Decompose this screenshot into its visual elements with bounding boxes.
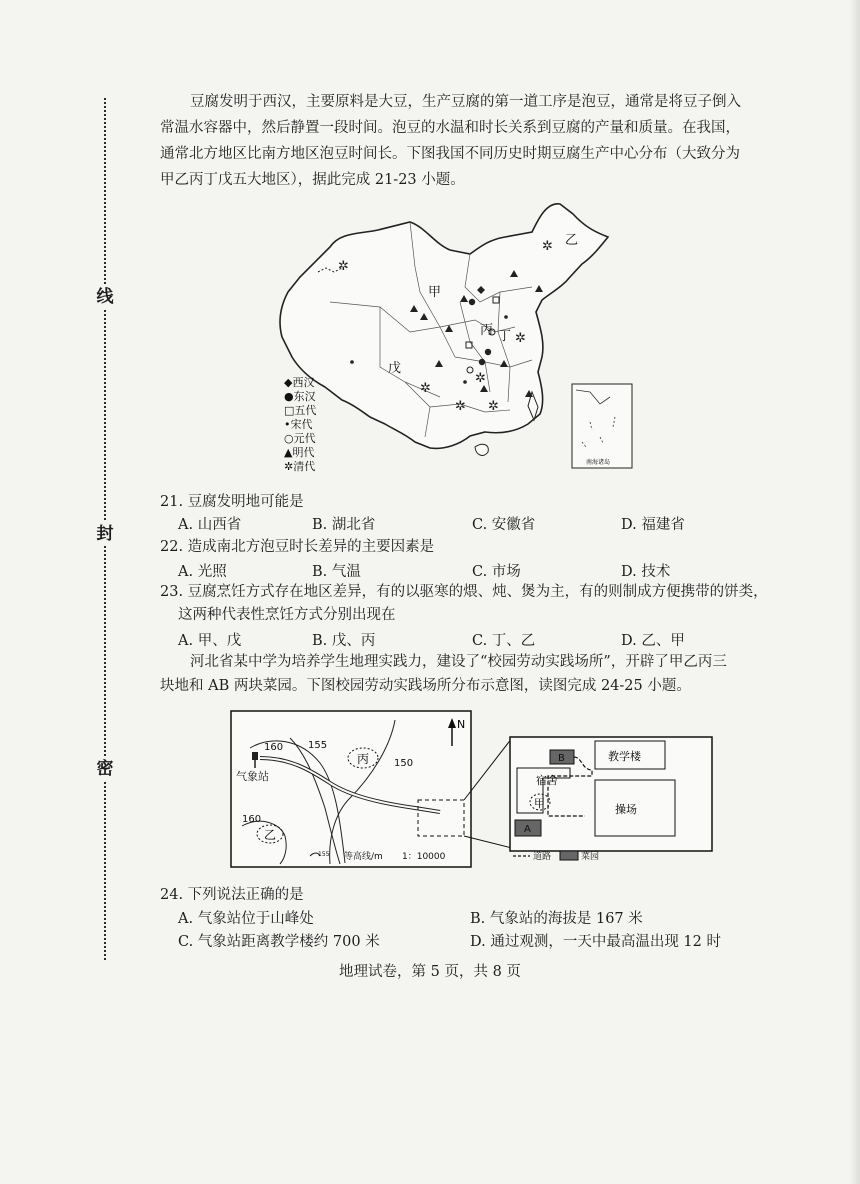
- q23-stem-line-1: 23. 豆腐烹饪方式存在地区差异，有的以驱寒的煨、炖、煲为主，有的则制成方便携带的饼类，: [160, 584, 768, 600]
- q23-option-b[interactable]: B. 戊、丙: [312, 633, 376, 649]
- q24-option-a[interactable]: A. 气象站位于山峰处: [178, 911, 314, 927]
- q21-option-b[interactable]: B. 湖北省: [312, 517, 376, 533]
- intro1-line-4: 甲乙丙丁戊五大地区），据此完成 21-23 小题。: [160, 172, 465, 188]
- map-legend: [284, 376, 316, 473]
- north-label: N: [457, 718, 466, 731]
- contour-label-155: 155: [308, 740, 328, 751]
- plot-bing-label: 丙: [357, 752, 370, 766]
- q23-stem-line-2: 这两种代表性烹饪方式分别出现在: [178, 607, 396, 623]
- marker-qing: ✲: [475, 371, 486, 386]
- q24-option-d[interactable]: D. 通过观测，一天中最高温出现 12 时: [470, 934, 721, 950]
- marker-donghan: [485, 349, 491, 355]
- q22-option-b[interactable]: B. 气温: [312, 564, 361, 580]
- q23-option-a[interactable]: A. 甲、戊: [178, 633, 242, 649]
- road-legend: 道路: [533, 852, 552, 862]
- legend-xihan: ◆西汉: [284, 376, 315, 389]
- building-teaching-label: 教学楼: [608, 750, 641, 763]
- intro1-line-3: 通常北方地区比南方地区泡豆时间长。下图我国不同历史时期豆腐生产中心分布（大致分为: [160, 146, 740, 162]
- q21-option-a[interactable]: A. 山西省: [178, 517, 242, 533]
- binding-mark-mi: 密: [96, 759, 114, 779]
- q21-option-d[interactable]: D. 福建省: [621, 517, 685, 533]
- contour-legend: 等高线/m: [344, 852, 383, 862]
- q23-option-d[interactable]: D. 乙、甲: [621, 633, 685, 649]
- building-dormitory-label: 宿舍: [536, 774, 558, 787]
- intro2-line-1: 河北省某中学为培养学生地理实践力，建设了“校园劳动实践场所”，开辟了甲乙丙三: [190, 654, 727, 670]
- q22-stem: 22. 造成南北方泡豆时长差异的主要因素是: [160, 539, 435, 555]
- plot-yi-label: 乙: [264, 828, 277, 842]
- map-scale: 1：10000: [402, 852, 446, 862]
- legend-yuan: ○元代: [284, 432, 316, 445]
- q24-stem: 24. 下列说法正确的是: [160, 887, 304, 903]
- legend-qing: ✲清代: [284, 460, 316, 473]
- marker-qing: ✲: [338, 259, 349, 274]
- q22-option-c[interactable]: C. 市场: [472, 564, 521, 580]
- q23-option-c[interactable]: C. 丁、乙: [472, 633, 536, 649]
- contour-label-160-north: 160: [264, 742, 284, 753]
- intro2-line-2: 块地和 AB 两块菜园。下图校园劳动实践场所分布示意图，读图完成 24-25 小题。: [160, 678, 691, 694]
- marker-qing: ✲: [515, 331, 526, 346]
- q24-option-c[interactable]: C. 气象站距离教学楼约 700 米: [178, 934, 380, 950]
- marker-qing: ✲: [455, 399, 466, 414]
- marker-qing: ✲: [488, 399, 499, 414]
- detail-legend: [513, 850, 599, 862]
- q22-option-d[interactable]: D. 技术: [621, 564, 671, 580]
- legend-donghan: ●东汉: [284, 390, 316, 403]
- binding-mark-feng: 封: [96, 524, 114, 544]
- region-label-bing: 丙: [480, 323, 494, 338]
- contour-label-160-south: 160: [242, 814, 262, 825]
- q21-stem: 21. 豆腐发明地可能是: [160, 494, 304, 510]
- garden-a-label: A: [524, 824, 531, 835]
- marker-song: [463, 380, 467, 384]
- sports-field-label: 操场: [615, 803, 637, 816]
- weather-station-label: 气象站: [236, 770, 269, 783]
- garden-b-label: B: [558, 753, 565, 764]
- q21-option-c[interactable]: C. 安徽省: [472, 517, 536, 533]
- marker-song: [350, 360, 354, 364]
- garden-legend: 菜园: [581, 852, 600, 862]
- marker-qing: ✲: [420, 381, 431, 396]
- weather-station-icon: [252, 752, 258, 760]
- china-tofu-map: [270, 192, 640, 482]
- topo-map-frame: [231, 711, 471, 867]
- marker-donghan: [469, 299, 475, 305]
- region-label-ding: 丁: [498, 329, 512, 344]
- region-label-jia: 甲: [428, 285, 442, 300]
- page-footer: 地理试卷，第 5 页，共 8 页: [339, 964, 521, 980]
- legend-ming: ▲明代: [284, 446, 315, 459]
- binding-mark-xian: 线: [96, 287, 114, 307]
- marker-donghan: [479, 359, 485, 365]
- q24-option-b[interactable]: B. 气象站的海拔是 167 米: [470, 911, 643, 927]
- inset-label: 南海诸岛: [586, 459, 611, 466]
- plot-jia-label: 甲: [534, 797, 545, 810]
- region-label-wu: 戊: [388, 361, 402, 376]
- campus-practice-map: [230, 708, 714, 870]
- legend-wudai: □五代: [284, 404, 317, 417]
- south-china-sea-inset: [572, 384, 632, 468]
- contour-legend-value: 155: [318, 851, 330, 858]
- region-label-yi: 乙: [565, 233, 579, 248]
- marker-qing: ✲: [542, 239, 553, 254]
- contour-label-150: 150: [394, 758, 414, 769]
- intro1-line-1: 豆腐发明于西汉，主要原料是大豆，生产豆腐的第一道工序是泡豆，通常是将豆子倒入: [190, 94, 741, 110]
- intro1-line-2: 常温水容器中，然后静置一段时间。泡豆的水温和时长关系到豆腐的产量和质量。在我国，: [160, 120, 740, 136]
- legend-song: •宋代: [284, 418, 313, 431]
- marker-song: [504, 315, 508, 319]
- q22-option-a[interactable]: A. 光照: [178, 564, 227, 580]
- scan-edge-shadow: [850, 0, 860, 1184]
- hainan-island: [475, 444, 488, 455]
